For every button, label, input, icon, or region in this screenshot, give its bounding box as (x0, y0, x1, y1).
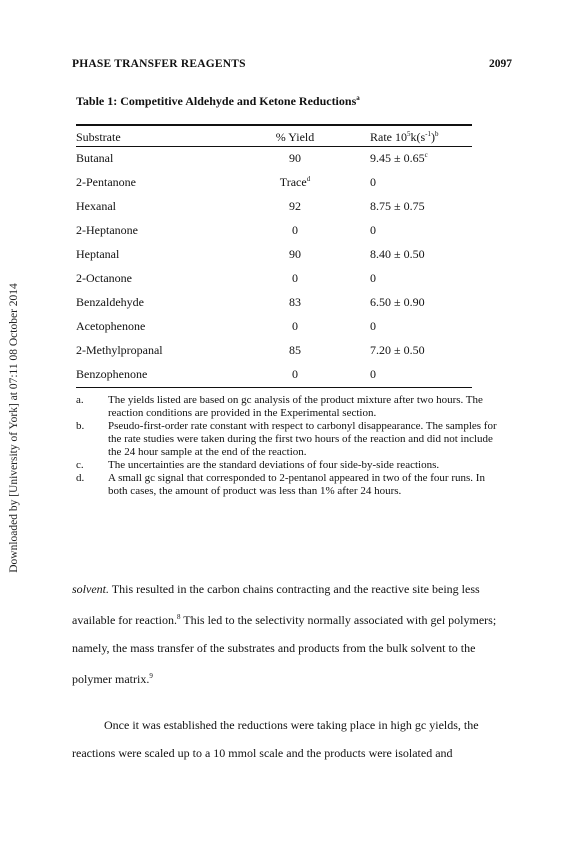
paragraph-text: This resulted in the carbon chains contracting and the reactive site being less available for reaction. (72, 582, 480, 627)
rate-cell (370, 199, 425, 214)
download-watermark (6, 0, 22, 864)
substrate-cell (76, 223, 138, 238)
rate-cell (370, 223, 376, 238)
rate-cell (370, 247, 425, 262)
yield-cell-value: Trace (279, 175, 307, 189)
yield-cell-value: 90 (289, 247, 301, 261)
results-table (76, 124, 472, 388)
header-rate (370, 130, 439, 145)
reference-mark: 8 (176, 613, 181, 621)
yield-cell (250, 223, 340, 238)
rate-cell-note: c (424, 151, 428, 159)
table-bottom-rule (76, 387, 472, 388)
body-text (72, 575, 518, 767)
footnote-text: A small gc signal that corresponded to 2-pentanol appeared in two of the four runs. In both cases, the amount of product was less than 1% after 24 hours. (108, 472, 485, 497)
table-row (76, 291, 472, 315)
substrate-cell (76, 295, 144, 310)
footnote-mark: d. (76, 472, 85, 484)
footnote (76, 459, 504, 472)
table-header-row (76, 126, 472, 146)
table-caption-text: Table 1: Competitive Aldehyde and Ketone Reductions (76, 94, 357, 108)
yield-cell (250, 295, 340, 310)
substrate-cell (76, 247, 119, 262)
rate-cell (370, 319, 376, 334)
rate-cell (370, 271, 376, 286)
yield-cell-value: 83 (289, 295, 301, 309)
paragraph-text: This led to the selectivity normally associated with gel polymers; namely, the mass transfer of the substrates and products from the bulk solvent to the polymer matrix. (72, 613, 497, 686)
running-header (72, 58, 512, 74)
footnote-mark: b. (76, 420, 85, 432)
running-title: PHASE TRANSFER REAGENTS (72, 58, 246, 70)
footnote-text: Pseudo-first-order rate constant with respect to carbonyl disappearance. The samples for the rate studies were taken during the first two hours of the reaction and did not include the 24 hour sample at the end of the reaction. (108, 420, 497, 458)
header-yield: % Yield (275, 130, 315, 144)
yield-cell (250, 343, 340, 358)
yield-cell-value: 90 (289, 151, 301, 165)
substrate-cell (76, 151, 113, 166)
table-row (76, 315, 472, 339)
paragraph (72, 575, 518, 693)
header-rate-mid: k(s (410, 130, 426, 144)
yield-cell-value: 0 (292, 271, 298, 285)
substrate-cell (76, 343, 163, 358)
rate-cell-value: 8.75 ± 0.75 (370, 199, 425, 213)
yield-cell-value: 0 (292, 367, 298, 381)
rate-cell (370, 151, 428, 166)
yield-cell-value: 0 (292, 223, 298, 237)
table-row (76, 171, 472, 195)
table-footnotes (76, 394, 504, 498)
rate-cell (370, 175, 376, 190)
yield-cell (250, 247, 340, 262)
substrate-cell-value: Hexanal (76, 199, 116, 213)
rate-cell-value: 0 (370, 271, 376, 285)
substrate-cell (76, 199, 116, 214)
footnote-mark: c. (76, 459, 84, 471)
table-row (76, 147, 472, 171)
download-watermark-text: Downloaded by [University of York] at 07:11 08 October 2014 (8, 283, 20, 573)
rate-cell-value: 9.45 ± 0.65 (370, 151, 425, 165)
yield-cell-value: 0 (292, 319, 298, 333)
yield-cell (250, 175, 340, 190)
rate-cell-value: 0 (370, 223, 376, 237)
substrate-cell-value: Benzaldehyde (76, 295, 144, 309)
header-rate-sup3: b (435, 130, 439, 138)
substrate-cell-value: 2-Pentanone (76, 175, 136, 189)
substrate-cell-value: Acetophenone (76, 319, 146, 333)
table-caption (76, 94, 360, 109)
substrate-cell (76, 271, 132, 286)
rate-cell-value: 7.20 ± 0.50 (370, 343, 425, 357)
paragraph: Once it was established the reductions were taking place in high gc yields, the reactions were scaled up to a 10 mmol scale and the products were isolated and (72, 718, 479, 760)
substrate-cell (76, 175, 136, 190)
italic-word: solvent. (72, 582, 109, 596)
table-row (76, 219, 472, 243)
substrate-cell-value: 2-Heptanone (76, 223, 138, 237)
footnote (76, 472, 504, 498)
header-rate-end: ) (431, 130, 436, 144)
rate-cell-value: 0 (370, 367, 376, 381)
substrate-cell-value: Butanal (76, 151, 114, 165)
substrate-cell-value: 2-Methylpropanal (76, 343, 163, 357)
rate-cell-value: 8.40 ± 0.50 (370, 247, 425, 261)
yield-cell-value: 85 (289, 343, 301, 357)
page-number: 2097 (489, 58, 512, 70)
rate-cell (370, 343, 425, 358)
table-body (76, 147, 472, 387)
table-row (76, 195, 472, 219)
yield-cell (250, 199, 340, 214)
table-row (76, 339, 472, 363)
table-caption-mark: a (356, 94, 360, 102)
reference-mark: 9 (149, 672, 153, 680)
substrate-cell-value: Heptanal (76, 247, 120, 261)
table-row (76, 267, 472, 291)
yield-cell-note: d (306, 175, 311, 183)
footnote-text: The yields listed are based on gc analysis of the product mixture after two hours. The reaction conditions are provided in the Experimental section. (108, 394, 483, 419)
header-rate-sup2: -1 (425, 130, 432, 138)
rate-cell-value: 0 (370, 319, 376, 333)
header-rate-a: Rate 10 (370, 130, 407, 144)
yield-cell-value: 92 (289, 199, 301, 213)
table-row (76, 243, 472, 267)
table-row (76, 363, 472, 387)
footnote-mark: a. (76, 394, 84, 406)
footnote (76, 394, 504, 420)
rate-cell-value: 6.50 ± 0.90 (370, 295, 425, 309)
substrate-cell-value: 2-Octanone (76, 271, 132, 285)
rate-cell (370, 367, 376, 382)
substrate-cell-value: Benzophenone (76, 367, 148, 381)
header-substrate: Substrate (76, 130, 121, 144)
yield-cell (250, 151, 340, 166)
footnote (76, 420, 504, 459)
header-rate-sup1: 5 (407, 130, 411, 138)
rate-cell-value: 0 (370, 175, 376, 189)
yield-cell (250, 367, 340, 382)
substrate-cell (76, 319, 145, 334)
yield-cell (250, 319, 340, 334)
rate-cell (370, 295, 425, 310)
yield-cell (250, 271, 340, 286)
footnote-text: The uncertainties are the standard deviations of four side-by-side reactions. (108, 459, 440, 471)
substrate-cell (76, 367, 147, 382)
